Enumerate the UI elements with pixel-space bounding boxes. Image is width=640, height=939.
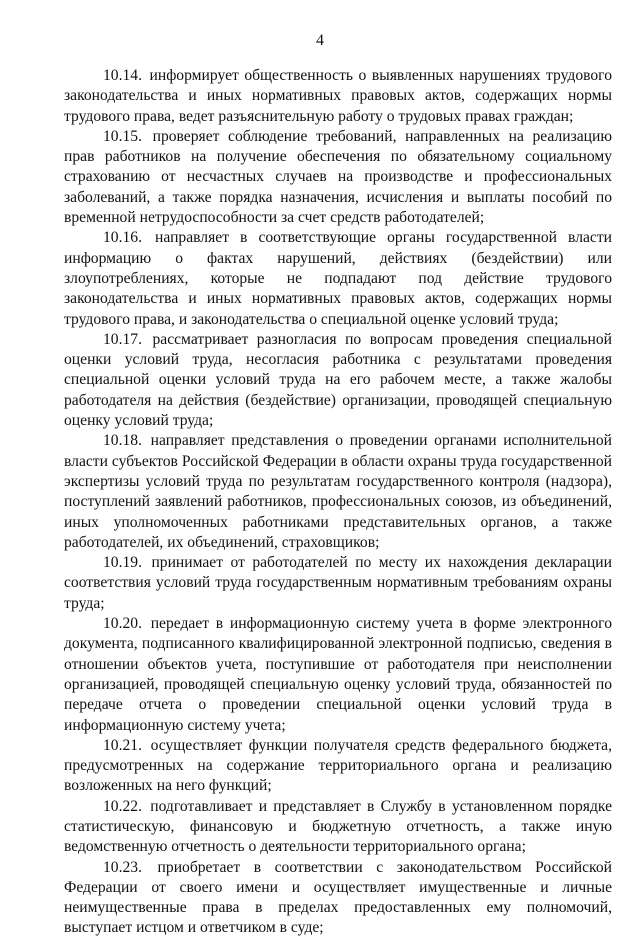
clause-number: 10.19. bbox=[103, 554, 142, 572]
clause-10-16 bbox=[64, 228, 612, 329]
clause-number: 10.15. bbox=[103, 127, 142, 145]
clause-text: направляет в соответствующие органы государственной власти информацию о фактах нарушений, действиях (бездействии) или злоупотреблениях, которые не подпадают под действие трудового законодательства и иных нормативных правовых актов, содержащих нормы трудового права, и законодательства о специальной оценке условий труда; bbox=[64, 229, 612, 328]
clause-number: 10.18. bbox=[103, 432, 142, 450]
clause-10-22 bbox=[64, 797, 612, 858]
clause-text: приобретает в соответствии с законодательством Российской Федерации от своего имени и осуществляет имущественные и личные неимущественные права в пределах предоставленных ему полномочий, выступает истцом и ответчиком в суде; bbox=[64, 858, 612, 937]
clause-number: 10.21. bbox=[103, 736, 142, 754]
clause-text: проверяет соблюдение требований, направленных на реализацию прав работников на получение обеспечения по обязательному социальному страхованию от несчастных случаев на производстве и профессиональных заболеваний, а также порядка назначения, исчисления и выплаты пособий по временной нетрудоспособности за счет средств работодателей; bbox=[64, 127, 612, 227]
clause-text: направляет представления о проведении органами исполнительной власти субъектов Российской Федерации в области охраны труда государственной экспертизы условий труда по результатам государственного контроля (надзора), поступлений заявлений работников, профессиональных союзов, из объединений, иных уполномоченных работниками представительных органов, а также работодателей, их объединений, страховщиков; bbox=[64, 432, 612, 551]
clause-text: осуществляет функции получателя средств федерального бюджета, предусмотренных на содержание территориального органа и реализацию возложенных на него функций; bbox=[64, 736, 613, 795]
clause-10-18 bbox=[64, 431, 612, 553]
clause-text: передает в информационную систему учета в форме электронного документа, подписанного квалифицированной электронной подписью, сведения в отношении объектов учета, поступившие от работодателя при неисполнении организацией, проводящей специальную оценку условий труда, обязанностей по передаче отчета о проведении специальной оценки условий труда в информационную систему учета; bbox=[64, 615, 612, 734]
page-number: 4 bbox=[316, 32, 324, 49]
clause-number: 10.17. bbox=[103, 330, 142, 348]
clause-10-17 bbox=[64, 330, 612, 431]
clause-10-14 bbox=[64, 66, 612, 127]
clause-text: подготавливает и представляет в Службу в установленном порядке статистическую, финансовую и бюджетную отчетность, а также иную ведомственную отчетность о деятельности территориального органа; bbox=[64, 797, 612, 856]
clause-10-19 bbox=[64, 553, 612, 614]
clause-number: 10.22. bbox=[103, 797, 142, 815]
clause-text: принимает от работодателей по месту их нахождения декларации соответствия условий труда государственным нормативным требованиям охраны труда; bbox=[64, 554, 612, 612]
clause-text: информирует общественность о выявленных нарушениях трудового законодательства и иных нормативных правовых актов, содержащих нормы трудового права, ведет разъяснительную работу о трудовых правах граждан; bbox=[64, 67, 612, 125]
clause-10-21 bbox=[64, 736, 612, 797]
clause-10-20 bbox=[64, 614, 612, 736]
clause-text: рассматривает разногласия по вопросам проведения специальной оценки условий труда, несогласия работника с результатами проведения специальной оценки условий труда на его рабочем месте, а также жалобы работодателя на действия (бездействие) организации, проводящей специальную оценку условий труда; bbox=[64, 330, 612, 430]
document-body bbox=[64, 66, 612, 939]
clause-10-23 bbox=[64, 858, 612, 939]
clause-10-15 bbox=[64, 127, 612, 228]
clause-number: 10.14. bbox=[103, 67, 142, 84]
clause-number: 10.23. bbox=[103, 858, 142, 876]
clause-number: 10.16. bbox=[103, 229, 142, 247]
clause-number: 10.20. bbox=[103, 615, 142, 633]
